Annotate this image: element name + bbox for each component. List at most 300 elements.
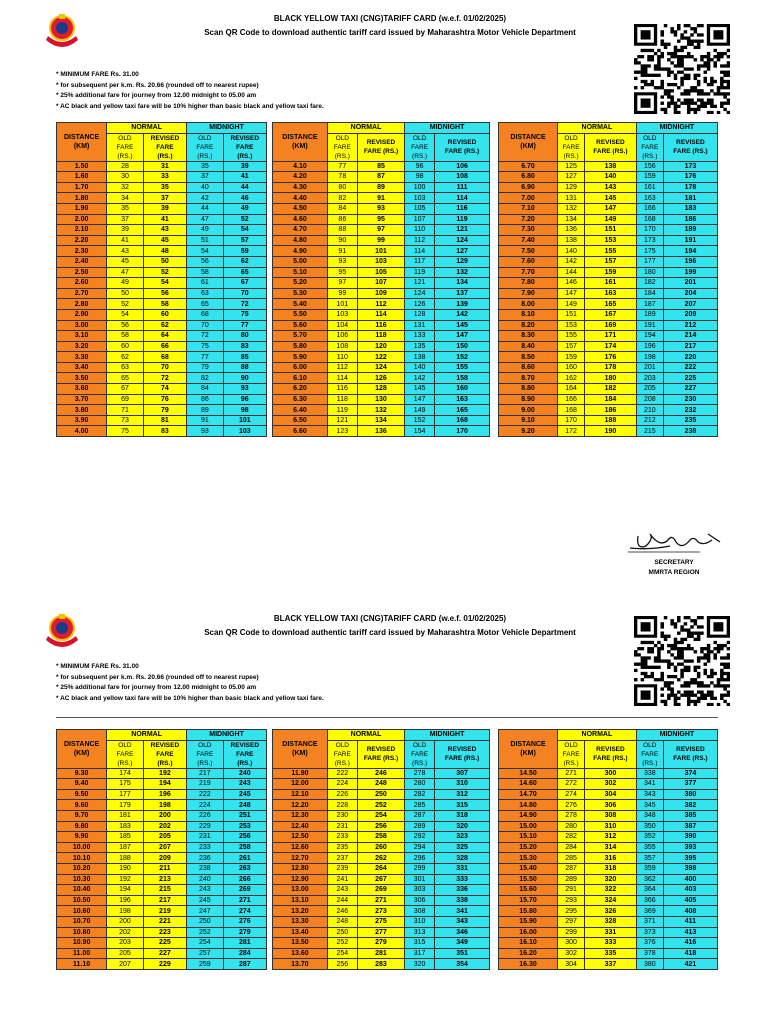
normal-revised-fare: 283 [357, 959, 404, 970]
midnight-old-fare: 285 [405, 800, 435, 811]
normal-old-fare: 101 [327, 299, 357, 310]
distance-km: 1.70 [57, 182, 107, 193]
revised-fare-label: FARE (RS.) [593, 755, 628, 763]
normal-old-fare: 95 [327, 267, 357, 278]
midnight-revised-fare: 279 [223, 927, 266, 938]
midnight-old-fare: 89 [187, 405, 224, 416]
distance-km: 5.30 [273, 288, 328, 299]
distance-header [57, 123, 107, 162]
note-per-km: * for subsequent per k.m. Rs. 20.66 (rounded off to nearest rupee) [56, 81, 259, 89]
old-fare-label: FARE [116, 143, 134, 151]
normal-revised-fare: 163 [585, 288, 637, 299]
normal-revised-fare: 147 [585, 203, 637, 214]
old-fare-header [636, 740, 663, 768]
table-row [499, 895, 718, 906]
normal-old-fare: 80 [327, 182, 357, 193]
midnight-header: MIDNIGHT [405, 123, 490, 134]
table-row [273, 810, 490, 821]
midnight-old-fare: 117 [405, 256, 435, 267]
distance-km: 14.60 [499, 779, 558, 790]
normal-old-fare: 49 [107, 278, 144, 289]
midnight-old-fare: 254 [187, 938, 224, 949]
normal-old-fare: 185 [107, 832, 144, 843]
table-row [57, 779, 267, 790]
distance-km: 15.00 [499, 821, 558, 832]
midnight-revised-fare: 119 [435, 214, 490, 225]
distance-km: 9.90 [57, 832, 107, 843]
normal-old-fare: 187 [107, 842, 144, 853]
distance-km: 6.30 [273, 394, 328, 405]
midnight-old-fare: 112 [405, 235, 435, 246]
normal-old-fare: 224 [327, 779, 357, 790]
distance-km: 12.10 [273, 789, 328, 800]
normal-revised-fare: 107 [357, 278, 404, 289]
normal-revised-fare: 273 [357, 906, 404, 917]
table-row [57, 832, 267, 843]
normal-revised-fare: 331 [585, 927, 637, 938]
old-fare-label: (RS.) [197, 152, 213, 160]
midnight-revised-fare: 181 [663, 193, 717, 204]
midnight-old-fare: 63 [187, 288, 224, 299]
normal-old-fare: 151 [558, 309, 585, 320]
normal-revised-fare: 149 [585, 214, 637, 225]
distance-km: 7.90 [499, 288, 558, 299]
revised-fare-label: REVISED [230, 741, 260, 749]
distance-km: 2.80 [57, 299, 107, 310]
normal-revised-fare: 271 [357, 895, 404, 906]
normal-old-fare: 140 [558, 246, 585, 257]
fare-table-6 [498, 729, 718, 970]
distance-km: 15.90 [499, 916, 558, 927]
distance-km: 10.10 [57, 853, 107, 864]
old-fare-label: FARE [116, 750, 134, 758]
table-row [57, 246, 267, 257]
normal-revised-fare: 304 [585, 789, 637, 800]
midnight-revised-fare: 351 [435, 948, 490, 959]
normal-old-fare: 118 [327, 394, 357, 405]
midnight-old-fare: 362 [636, 874, 663, 885]
table-row [499, 362, 718, 373]
normal-revised-fare: 167 [585, 309, 637, 320]
midnight-revised-fare: 59 [223, 246, 266, 257]
normal-old-fare: 168 [558, 405, 585, 416]
normal-old-fare: 104 [327, 320, 357, 331]
normal-old-fare: 203 [107, 938, 144, 949]
midnight-revised-fare: 405 [663, 895, 717, 906]
distance-km: 8.00 [499, 299, 558, 310]
midnight-revised-fare: 281 [223, 938, 266, 949]
distance-km: 2.10 [57, 225, 107, 236]
midnight-revised-fare: 163 [435, 394, 490, 405]
midnight-old-fare: 140 [405, 362, 435, 373]
old-fare-label: (RS.) [563, 152, 579, 160]
normal-revised-fare: 45 [143, 235, 186, 246]
distance-km: 1.60 [57, 172, 107, 183]
distance-km: 9.60 [57, 800, 107, 811]
distance-km: 11.90 [273, 768, 328, 779]
midnight-revised-fare: 150 [435, 341, 490, 352]
normal-revised-fare: 333 [585, 938, 637, 949]
midnight-revised-fare: 142 [435, 309, 490, 320]
midnight-revised-fare: 90 [223, 373, 266, 384]
normal-revised-fare: 256 [357, 821, 404, 832]
table-row [499, 832, 718, 843]
revised-fare-label: REVISED [366, 139, 396, 147]
midnight-old-fare: 191 [636, 320, 663, 331]
normal-old-fare: 28 [107, 161, 144, 172]
normal-old-fare: 205 [107, 948, 144, 959]
table-row [273, 426, 490, 437]
normal-revised-fare: 112 [357, 299, 404, 310]
normal-revised-fare: 180 [585, 373, 637, 384]
old-fare-label: OLD [118, 134, 132, 142]
midnight-old-fare: 299 [405, 863, 435, 874]
midnight-old-fare: 187 [636, 299, 663, 310]
normal-old-fare: 237 [327, 853, 357, 864]
old-fare-label: OLD [198, 134, 212, 142]
midnight-old-fare: 359 [636, 863, 663, 874]
normal-revised-fare: 169 [585, 320, 637, 331]
table-row [273, 309, 490, 320]
midnight-old-fare: 303 [405, 885, 435, 896]
normal-old-fare: 252 [327, 938, 357, 949]
table-row [273, 863, 490, 874]
normal-old-fare: 147 [558, 288, 585, 299]
distance-km: 7.20 [499, 214, 558, 225]
normal-old-fare: 69 [107, 394, 144, 405]
midnight-revised-fare: 312 [435, 789, 490, 800]
revised-fare-label: FARE (RS.) [444, 755, 480, 763]
normal-old-fare: 285 [558, 853, 585, 864]
midnight-old-fare: 161 [636, 182, 663, 193]
distance-km: 5.90 [273, 352, 328, 363]
midnight-old-fare: 93 [187, 426, 224, 437]
midnight-old-fare: 61 [187, 278, 224, 289]
table-row [273, 415, 490, 426]
midnight-revised-fare: 271 [223, 895, 266, 906]
table-row [273, 938, 490, 949]
normal-old-fare: 300 [558, 938, 585, 949]
normal-old-fare: 41 [107, 235, 144, 246]
midnight-old-fare: 194 [636, 331, 663, 342]
normal-revised-fare: 89 [357, 182, 404, 193]
midnight-old-fare: 103 [405, 193, 435, 204]
distance-km: 12.00 [273, 779, 328, 790]
normal-old-fare: 39 [107, 225, 144, 236]
normal-old-fare: 271 [558, 768, 585, 779]
midnight-revised-fare: 93 [223, 384, 266, 395]
normal-old-fare: 65 [107, 373, 144, 384]
table-row [57, 394, 267, 405]
normal-old-fare: 299 [558, 927, 585, 938]
normal-old-fare: 181 [107, 810, 144, 821]
distance-km: 6.80 [499, 172, 558, 183]
normal-revised-fare: 155 [585, 246, 637, 257]
midnight-old-fare: 366 [636, 895, 663, 906]
normal-revised-fare: 174 [585, 341, 637, 352]
table-row [57, 331, 267, 342]
midnight-revised-fare: 227 [663, 384, 717, 395]
midnight-revised-fare: 145 [435, 320, 490, 331]
distance-km: 7.60 [499, 256, 558, 267]
midnight-revised-fare: 85 [223, 352, 266, 363]
midnight-old-fare: 371 [636, 916, 663, 927]
old-fare-label: FARE [196, 143, 214, 151]
distance-km: 12.90 [273, 874, 328, 885]
midnight-old-fare: 320 [405, 959, 435, 970]
normal-old-fare: 119 [327, 405, 357, 416]
midnight-revised-fare: 189 [663, 225, 717, 236]
normal-old-fare: 177 [107, 789, 144, 800]
table-row [273, 779, 490, 790]
normal-old-fare: 142 [558, 256, 585, 267]
normal-old-fare: 295 [558, 906, 585, 917]
normal-header: NORMAL [327, 123, 404, 134]
midnight-old-fare: 154 [405, 426, 435, 437]
distance-unit: (KM) [520, 142, 536, 150]
distance-km: 8.60 [499, 362, 558, 373]
old-fare-header [636, 133, 663, 161]
midnight-old-fare: 198 [636, 352, 663, 363]
distance-km: 6.00 [273, 362, 328, 373]
revised-fare-header [143, 133, 186, 161]
midnight-revised-fare: 245 [223, 789, 266, 800]
normal-revised-fare: 48 [143, 246, 186, 257]
normal-old-fare: 162 [558, 373, 585, 384]
fare-table-2 [272, 122, 490, 437]
normal-revised-fare: 76 [143, 394, 186, 405]
midnight-revised-fare: 108 [435, 172, 490, 183]
normal-old-fare: 192 [107, 874, 144, 885]
distance-unit: (KM) [73, 749, 90, 757]
midnight-revised-fare: 209 [663, 309, 717, 320]
normal-revised-fare: 275 [357, 916, 404, 927]
normal-revised-fare: 52 [143, 267, 186, 278]
normal-revised-fare: 314 [585, 842, 637, 853]
table-row [57, 341, 267, 352]
table-row [499, 768, 718, 779]
revised-fare-label: (RS.) [157, 152, 173, 160]
table-row [57, 352, 267, 363]
old-fare-header [405, 740, 435, 768]
midnight-revised-fare: 380 [663, 789, 717, 800]
table-row [57, 842, 267, 853]
midnight-old-fare: 79 [187, 362, 224, 373]
qr-code-icon[interactable] [634, 24, 730, 114]
normal-old-fare: 97 [327, 278, 357, 289]
normal-header: NORMAL [558, 730, 637, 741]
midnight-revised-fare: 387 [663, 821, 717, 832]
normal-revised-fare: 328 [585, 916, 637, 927]
normal-old-fare: 108 [327, 341, 357, 352]
midnight-old-fare: 196 [636, 341, 663, 352]
normal-revised-fare: 322 [585, 885, 637, 896]
midnight-revised-fare: 413 [663, 927, 717, 938]
table-row [273, 352, 490, 363]
midnight-old-fare: 308 [405, 906, 435, 917]
distance-km: 2.40 [57, 256, 107, 267]
midnight-revised-fare: 176 [663, 172, 717, 183]
table-row [273, 800, 490, 811]
normal-old-fare: 272 [558, 779, 585, 790]
state-emblem-icon [40, 610, 84, 654]
table-row [499, 299, 718, 310]
midnight-revised-fare: 416 [663, 938, 717, 949]
distance-unit: (KM) [73, 142, 90, 150]
normal-old-fare: 30 [107, 172, 144, 183]
midnight-revised-fare: 253 [223, 821, 266, 832]
midnight-old-fare: 42 [187, 193, 224, 204]
normal-old-fare: 84 [327, 203, 357, 214]
table-header-row [57, 730, 267, 741]
midnight-old-fare: 145 [405, 384, 435, 395]
midnight-revised-fare: 101 [223, 415, 266, 426]
table-row [57, 203, 267, 214]
midnight-old-fare: 292 [405, 832, 435, 843]
signatory-title: SECRETARY [654, 559, 694, 566]
normal-revised-fare: 176 [585, 352, 637, 363]
distance-km: 15.40 [499, 863, 558, 874]
table-row [273, 288, 490, 299]
midnight-old-fare: 133 [405, 331, 435, 342]
normal-revised-fare: 74 [143, 384, 186, 395]
midnight-revised-fare: 178 [663, 182, 717, 193]
distance-km: 3.70 [57, 394, 107, 405]
midnight-revised-fare: 222 [663, 362, 717, 373]
midnight-revised-fare: 70 [223, 288, 266, 299]
normal-old-fare: 166 [558, 394, 585, 405]
revised-fare-label: FARE [236, 750, 254, 758]
normal-header: NORMAL [107, 730, 187, 741]
midnight-revised-fare: 52 [223, 214, 266, 225]
normal-revised-fare: 260 [357, 842, 404, 853]
midnight-old-fare: 189 [636, 309, 663, 320]
fare-table-3 [498, 122, 718, 437]
table-row [273, 821, 490, 832]
revised-fare-label: FARE (RS.) [673, 755, 708, 763]
midnight-old-fare: 149 [405, 405, 435, 416]
midnight-revised-fare: 165 [435, 405, 490, 416]
distance-km: 10.30 [57, 874, 107, 885]
normal-old-fare: 297 [558, 916, 585, 927]
normal-revised-fare: 157 [585, 256, 637, 267]
normal-old-fare: 114 [327, 373, 357, 384]
midnight-old-fare: 282 [405, 789, 435, 800]
normal-old-fare: 179 [107, 800, 144, 811]
revised-fare-label: FARE (RS.) [363, 148, 399, 156]
midnight-revised-fare: 276 [223, 916, 266, 927]
normal-revised-fare: 140 [585, 172, 637, 183]
table-row [57, 320, 267, 331]
normal-revised-fare: 128 [357, 384, 404, 395]
midnight-revised-fare: 310 [435, 779, 490, 790]
qr-code-icon[interactable] [634, 616, 730, 706]
normal-old-fare: 91 [327, 246, 357, 257]
table-row [499, 800, 718, 811]
revised-fare-header [435, 740, 490, 768]
midnight-revised-fare: 225 [663, 373, 717, 384]
normal-revised-fare: 33 [143, 172, 186, 183]
distance-km: 12.30 [273, 810, 328, 821]
normal-old-fare: 190 [107, 863, 144, 874]
old-fare-header [558, 133, 585, 161]
midnight-old-fare: 177 [636, 256, 663, 267]
midnight-revised-fare: 173 [663, 161, 717, 172]
fare-notes [56, 662, 324, 704]
revised-fare-label: REVISED [596, 746, 625, 754]
midnight-old-fare: 287 [405, 810, 435, 821]
table-row [273, 331, 490, 342]
table-row [57, 405, 267, 416]
table-row [499, 161, 718, 172]
midnight-old-fare: 378 [636, 948, 663, 959]
distance-km: 11.00 [57, 948, 107, 959]
normal-revised-fare: 138 [585, 161, 637, 172]
midnight-revised-fare: 374 [663, 768, 717, 779]
normal-old-fare: 304 [558, 959, 585, 970]
table-row [499, 874, 718, 885]
normal-revised-fare: 118 [357, 331, 404, 342]
revised-fare-label: (RS.) [157, 759, 173, 767]
midnight-old-fare: 147 [405, 394, 435, 405]
distance-unit: (KM) [292, 749, 308, 757]
distance-km: 4.50 [273, 203, 328, 214]
distance-km: 14.50 [499, 768, 558, 779]
midnight-revised-fare: 343 [435, 916, 490, 927]
midnight-revised-fare: 127 [435, 246, 490, 257]
midnight-old-fare: 84 [187, 384, 224, 395]
table-row [57, 959, 267, 970]
normal-revised-fare: 83 [143, 426, 186, 437]
normal-revised-fare: 143 [585, 182, 637, 193]
table-row [499, 863, 718, 874]
midnight-revised-fare: 67 [223, 278, 266, 289]
distance-km: 15.50 [499, 874, 558, 885]
midnight-old-fare: 236 [187, 853, 224, 864]
distance-km: 13.20 [273, 906, 328, 917]
midnight-old-fare: 252 [187, 927, 224, 938]
normal-revised-fare: 91 [357, 193, 404, 204]
table-row [57, 235, 267, 246]
distance-km: 7.00 [499, 193, 558, 204]
normal-header: NORMAL [327, 730, 404, 741]
normal-old-fare: 233 [327, 832, 357, 843]
distance-km: 9.10 [499, 415, 558, 426]
midnight-revised-fare: 194 [663, 246, 717, 257]
normal-revised-fare: 85 [357, 161, 404, 172]
table-row [499, 927, 718, 938]
normal-revised-fare: 254 [357, 810, 404, 821]
normal-revised-fare: 198 [143, 800, 186, 811]
normal-old-fare: 125 [558, 161, 585, 172]
normal-revised-fare: 62 [143, 320, 186, 331]
normal-revised-fare: 72 [143, 373, 186, 384]
old-fare-label: (RS.) [642, 759, 658, 767]
normal-old-fare: 207 [107, 959, 144, 970]
distance-km: 7.70 [499, 267, 558, 278]
midnight-revised-fare: 261 [223, 853, 266, 864]
table-row [273, 256, 490, 267]
midnight-old-fare: 310 [405, 916, 435, 927]
normal-revised-fare: 70 [143, 362, 186, 373]
normal-old-fare: 200 [107, 916, 144, 927]
midnight-revised-fare: 240 [223, 768, 266, 779]
distance-km: 12.70 [273, 853, 328, 864]
table-row [57, 874, 267, 885]
table-row [273, 278, 490, 289]
midnight-old-fare: 364 [636, 885, 663, 896]
midnight-old-fare: 37 [187, 172, 224, 183]
